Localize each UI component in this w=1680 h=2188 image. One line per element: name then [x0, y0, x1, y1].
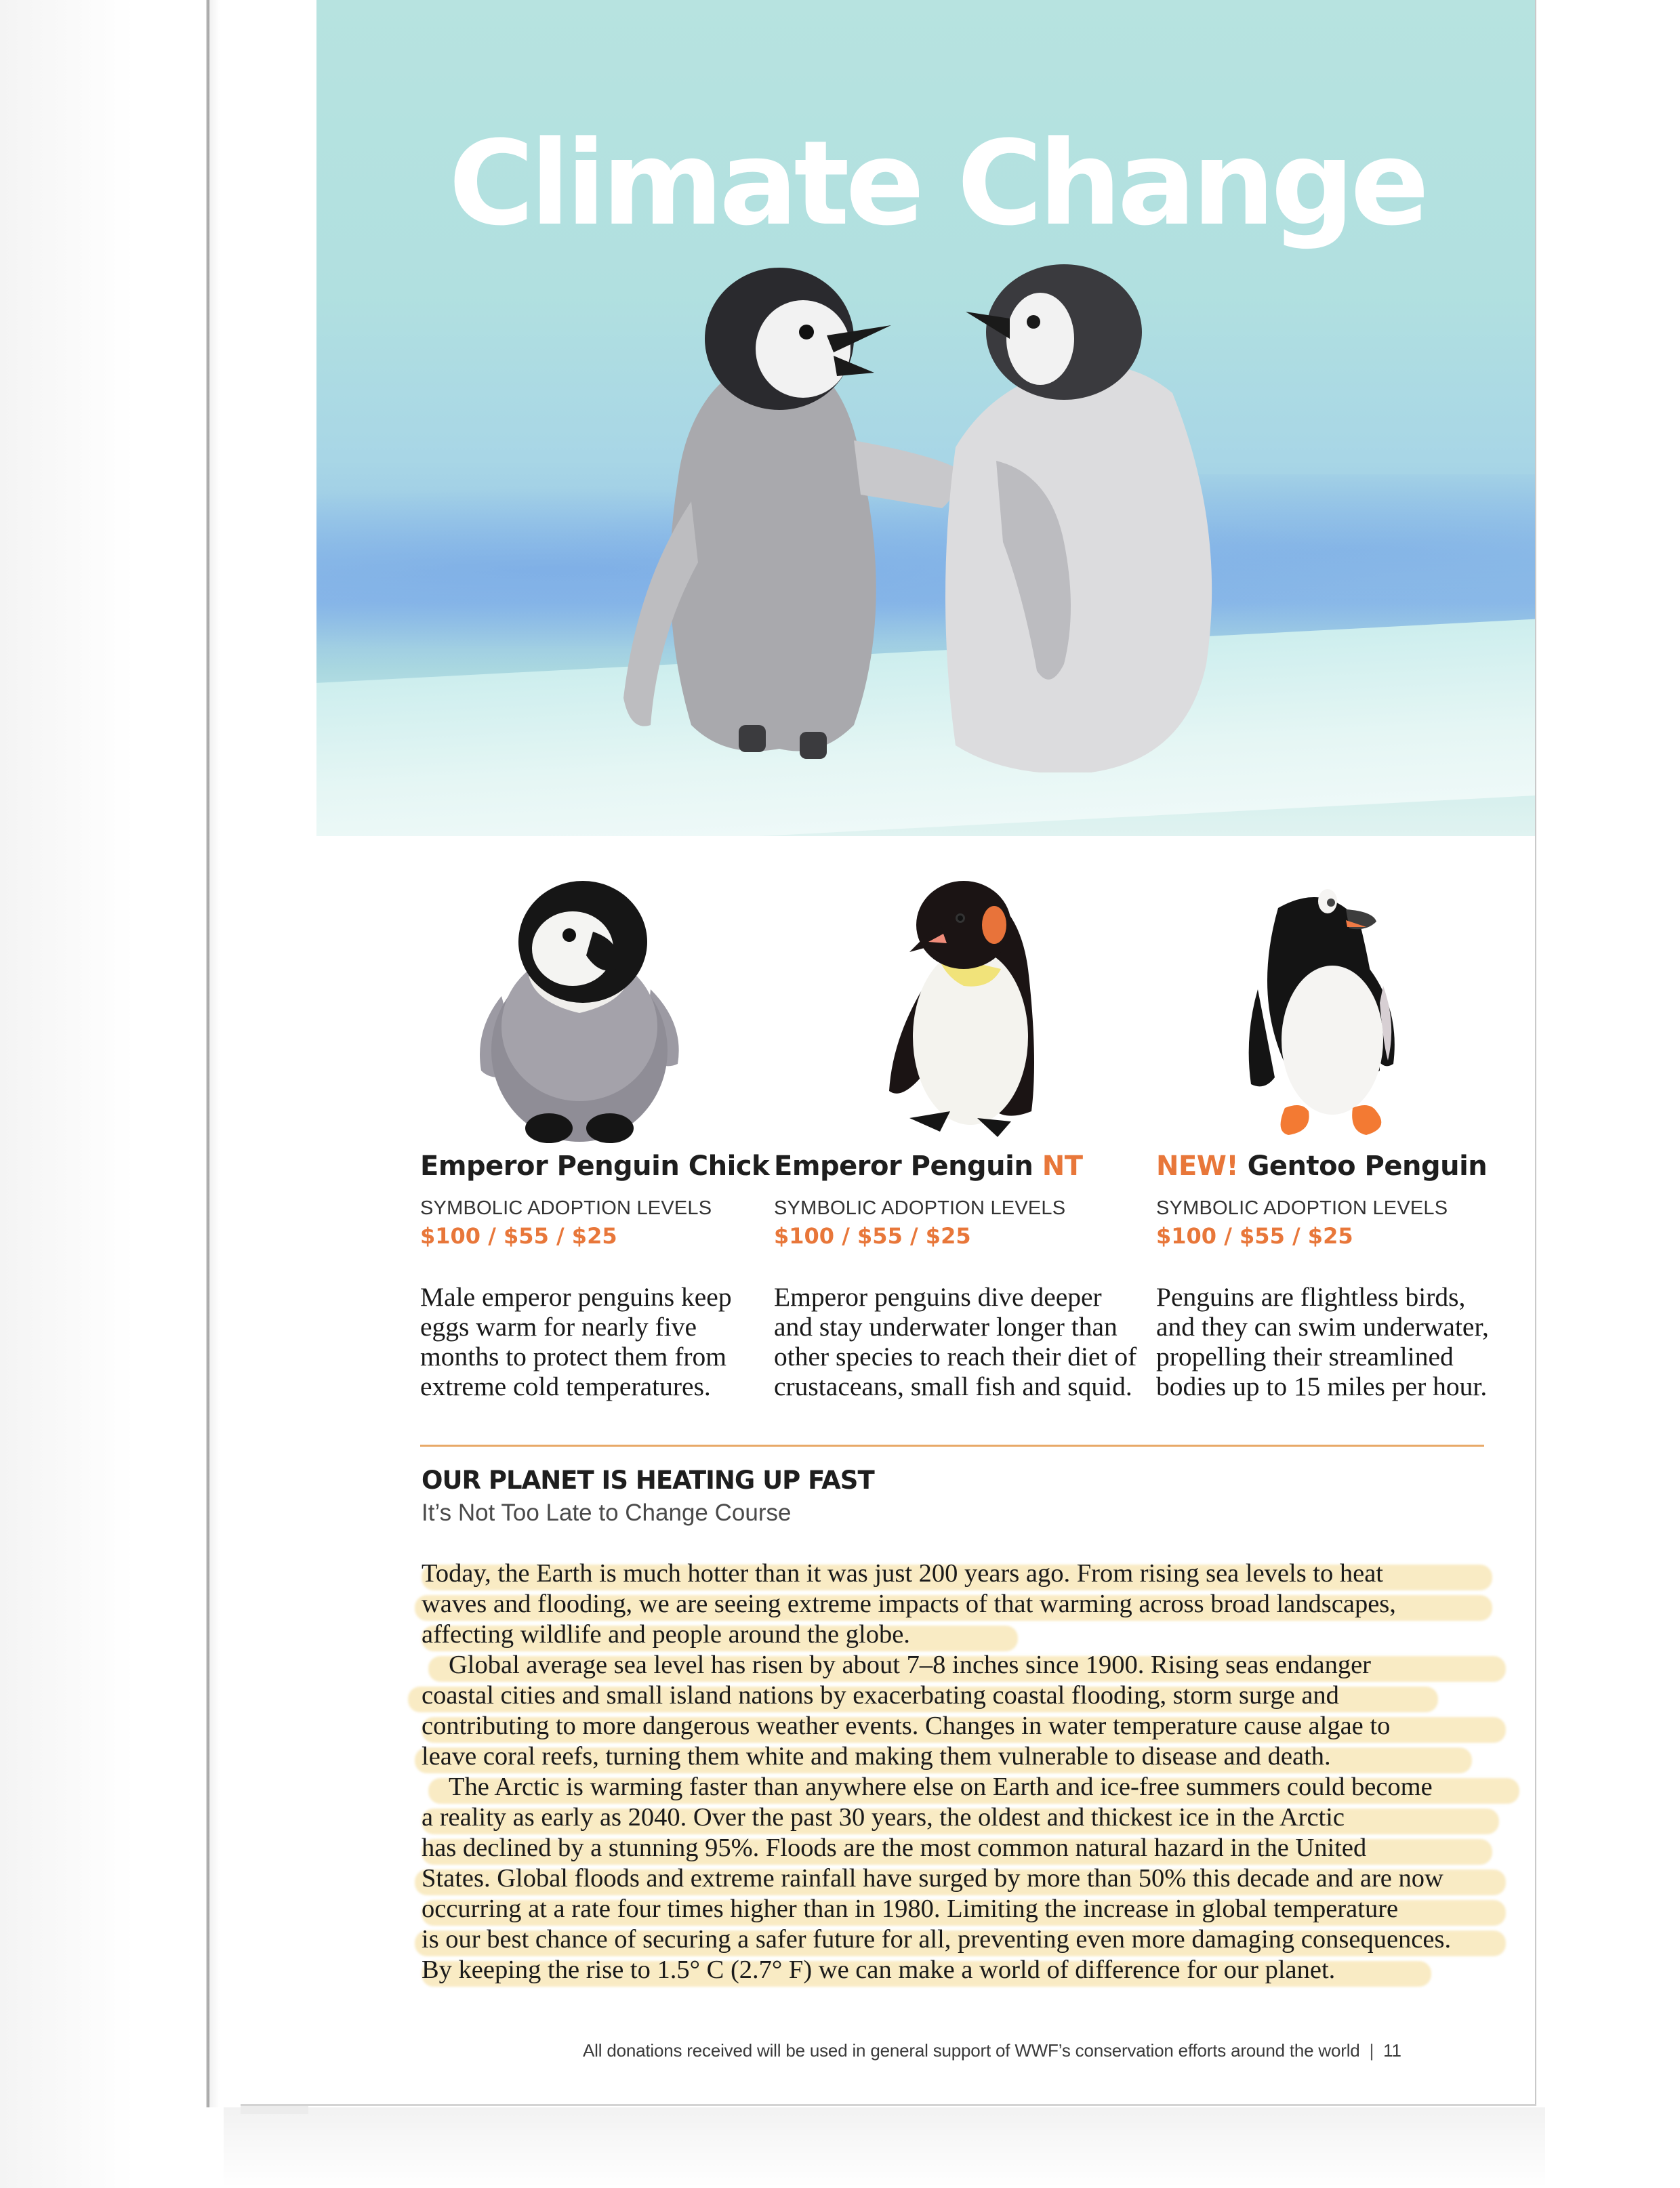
page-number: 11 [1383, 2040, 1401, 2061]
article-line: waves and flooding, we are seeing extreme impacts of that warming across broad landscapes, [422, 1589, 1519, 1619]
page-title: Climate Change [449, 115, 1426, 251]
right-chick-icon [945, 264, 1212, 772]
product-name [774, 1151, 1083, 1182]
section-divider [420, 1445, 1484, 1447]
article-line: occurring at a rate four times higher than in 1980. Limiting the increase in global temperature [422, 1894, 1519, 1924]
article-body [422, 1559, 1519, 1985]
article-line: a reality as early as 2040. Over the past 30 years, the oldest and thickest ice in the Arctic [422, 1802, 1519, 1833]
product-name-suffix: NT [1042, 1151, 1083, 1182]
page-footer [583, 2040, 1401, 2061]
article-line: affecting wildlife and people around the globe. [422, 1619, 1519, 1650]
emperor-penguin-plush-icon [862, 867, 1079, 1145]
gentoo-penguin-plush-icon [1237, 867, 1414, 1145]
donation-note: All donations received will be used in general support of WWF’s conservation efforts around the world [583, 2040, 1360, 2061]
product-name [420, 1151, 769, 1182]
product-description: Penguins are flightless birds, and they can swim underwater, propelling their streamlined bodies up to 15 miles per hour. [1156, 1282, 1489, 1401]
left-chick-icon [623, 268, 956, 759]
section-heading: OUR PLANET IS HEATING UP FAST [422, 1466, 874, 1495]
penguin-chicks-photo [576, 257, 1261, 772]
section-subheading: It’s Not Too Late to Change Course [422, 1500, 792, 1526]
product-name-text: Gentoo Penguin [1247, 1151, 1488, 1182]
article-line: leave coral reefs, turning them white and making them vulnerable to disease and death. [422, 1741, 1519, 1772]
article-line: The Arctic is warming faster than anywhere else on Earth and ice-free summers could become [422, 1772, 1519, 1802]
article-line: By keeping the rise to 1.5° C (2.7° F) we can make a world of difference for our planet. [422, 1955, 1519, 1985]
product-name-text: Emperor Penguin Chick [420, 1151, 770, 1182]
adoption-levels-label: SYMBOLIC ADOPTION LEVELS [1156, 1197, 1448, 1219]
product-description: Emperor penguins dive deeper and stay underwater longer than other species to reach their diet of crustaceans, small fish and squid. [774, 1282, 1137, 1401]
product-name [1156, 1151, 1487, 1182]
article-line: coastal cities and small island nations by exacerbating coastal flooding, storm surge and [422, 1680, 1519, 1711]
adoption-levels-label: SYMBOLIC ADOPTION LEVELS [420, 1197, 712, 1219]
article-line: has declined by a stunning 95%. Floods are the most common natural hazard in the United [422, 1833, 1519, 1863]
article-line: Global average sea level has risen by about 7–8 inches since 1900. Rising seas endanger [422, 1650, 1519, 1680]
article-line: contributing to more dangerous weather events. Changes in water temperature cause algae to [422, 1711, 1519, 1741]
new-badge: NEW! [1156, 1151, 1248, 1182]
article-line: States. Global floods and extreme rainfall have surged by more than 50% this decade and are now [422, 1863, 1519, 1894]
article-line: is our best chance of securing a safer future for all, preventing even more damaging consequences. [422, 1924, 1519, 1955]
page-shadow [224, 2107, 1545, 2188]
adoption-price: $100 / $55 / $25 [1156, 1223, 1353, 1249]
adoption-price: $100 / $55 / $25 [420, 1223, 617, 1249]
article-line: Today, the Earth is much hotter than it was just 200 years ago. From rising sea levels to heat [422, 1559, 1519, 1589]
product-description: Male emperor penguins keep eggs warm for nearly five months to protect them from extreme cold temperatures. [420, 1282, 732, 1401]
emperor-penguin-chick-plush-icon [447, 867, 786, 1145]
fold-shadow [210, 0, 220, 2107]
hero-photo [316, 0, 1535, 836]
product-name-text: Emperor Penguin [774, 1151, 1042, 1182]
footer-separator: | [1369, 2040, 1374, 2061]
adoption-levels-label: SYMBOLIC ADOPTION LEVELS [774, 1197, 1066, 1219]
adoption-price: $100 / $55 / $25 [774, 1223, 971, 1249]
